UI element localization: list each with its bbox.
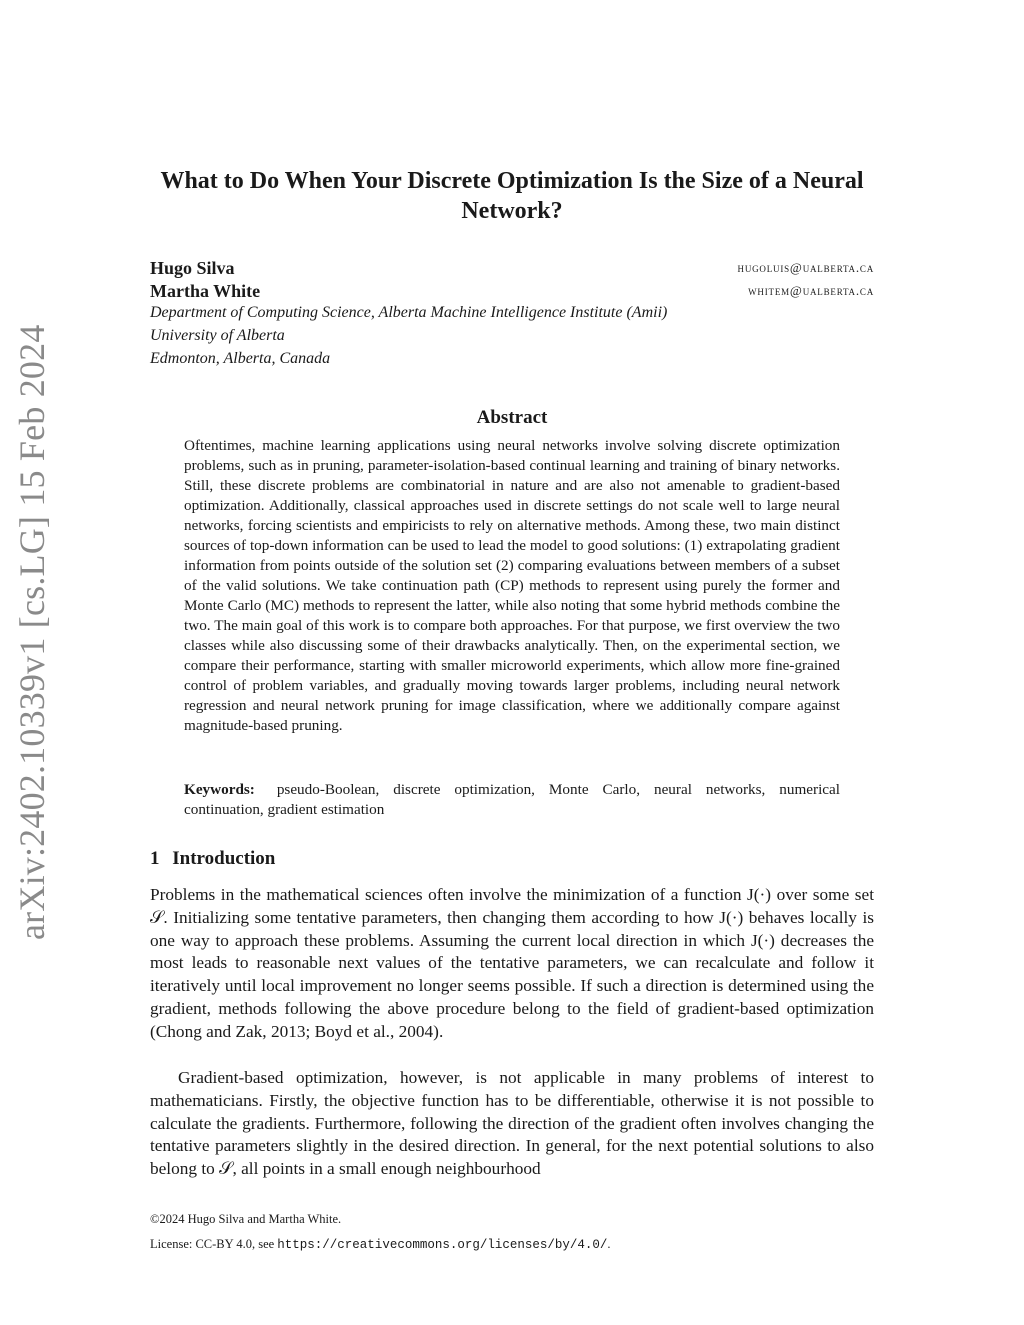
license-link[interactable]: https://creativecommons.org/licenses/by/4.0/ (277, 1238, 608, 1252)
intro-paragraph-2: Gradient-based optimization, however, is not applicable in many problems of interest to mathematicians. Firstly, the objective function has to be differentiable, otherwise it is not possible to calculate the gradients. Furthermore, following the direction of the gradient often involves changing the tentative parameters slightly in the desired direction. In general, for the next potential solutions to also belong to 𝒮, all points in a small enough neighbourhood (150, 1068, 874, 1179)
paper-title: What to Do When Your Discrete Optimization Is the Size of a Neural Network? (160, 168, 864, 224)
arxiv-identifier-stamp: arXiv:2402.10339v1 [cs.LG] 15 Feb 2024 (12, 324, 52, 940)
license-suffix: . (607, 1237, 611, 1251)
author-email[interactable]: hugoluis@ualberta.ca (737, 260, 874, 275)
license-prefix: License: CC-BY 4.0, see (150, 1237, 275, 1251)
intro-paragraph-1: Problems in the mathematical sciences often involve the minimization of a function J(·) over some set 𝒮. Initializing some tentative parameters, then changing them according to how J(·) behaves locally is one way to approach these problems. Assuming the current local direction in which J(·) decreases the most leads to reasonable next values of the tentative parameters, we can recalculate and follow it iteratively until local improvement no longer seems possible. If such a direction is determined using the gradient, methods following the above procedure belong to the field of gradient-based optimization (Chong and Zak, 2013; Boyd et al., 2004). (150, 885, 874, 1041)
section-heading (150, 848, 275, 870)
section-number: 1 (150, 848, 160, 869)
abstract-heading: Abstract (476, 407, 548, 428)
author-name: Hugo Silva (150, 258, 235, 278)
section-title: Introduction (172, 848, 276, 869)
author-name: Martha White (150, 281, 261, 301)
keywords-text: pseudo-Boolean, discrete optimization, Monte Carlo, neural networks, numerical continuation, gradient estimation (184, 781, 840, 818)
keywords-label: Keywords: (184, 781, 255, 798)
copyright-notice: ©2024 Hugo Silva and Martha White. (150, 1212, 342, 1226)
license-notice (150, 1237, 610, 1252)
author-email[interactable]: whitem@ualberta.ca (748, 283, 874, 298)
keywords (184, 780, 840, 820)
author-row (150, 281, 874, 303)
affiliation-university: University of Alberta (150, 327, 285, 344)
affiliation-department: Department of Computing Science, Alberta Machine Intelligence Institute (Amii) (150, 304, 668, 321)
affiliation-location: Edmonton, Alberta, Canada (150, 350, 331, 367)
abstract-text: Oftentimes, machine learning applications using neural networks involve solving discrete optimization problems, such as in pruning, parameter-isolation-based continual learning and training of binary networks. Still, these discrete problems are combinatorial in nature and are also not amenable to gradient-based optimization. Additionally, classical approaches used in discrete settings do not scale well to large neural networks, forcing scientists and empiricists to rely on alternative methods. Among these, two main distinct sources of top-down information can be used to lead the model to good solutions: (1) extrapolating gradient information from points outside of the solution set (2) comparing evaluations between members of a subset of the valid solutions. We take continuation path (CP) methods to represent using purely the former and Monte Carlo (MC) methods to represent the latter, while also noting that some hybrid methods combine the two. The main goal of this work is to compare both approaches. For that purpose, we first overview the two classes while also discussing some of their drawbacks analytically. Then, on the experimental section, we compare their performance, starting with smaller microworld experiments, which allow more fine-grained control of problem variables, and gradually moving towards larger problems, including neural network regression and neural network pruning for image classification, where we additionally compare against magnitude-based pruning. (184, 437, 840, 734)
author-row (150, 258, 874, 280)
